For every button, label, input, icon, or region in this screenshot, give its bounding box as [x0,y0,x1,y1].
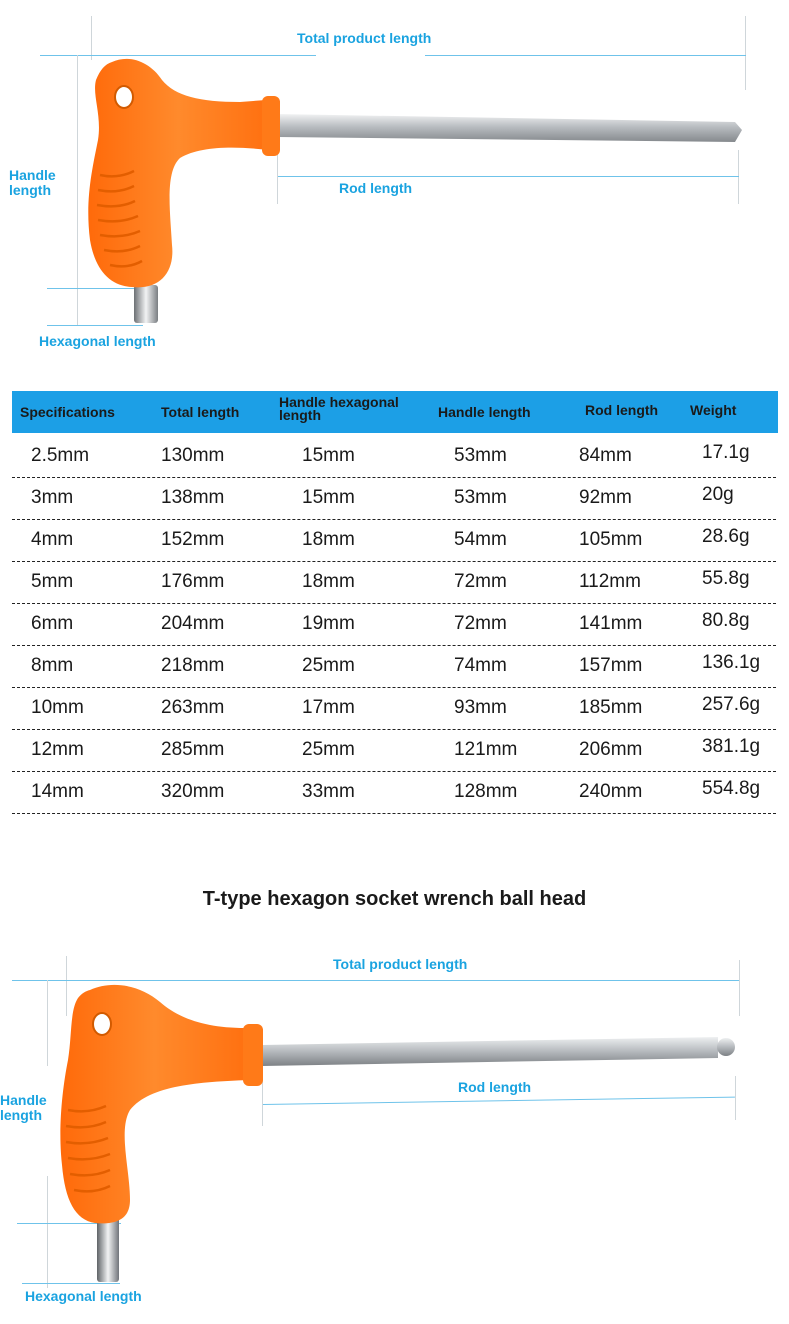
cell-weight: 257.6g [702,694,761,715]
total-product-length-label: Total product length [333,956,468,972]
cell-weight: 554.8g [702,778,761,799]
table-row [12,435,778,475]
hanging-hole [115,86,133,108]
cell-hex: 25mm [302,655,355,676]
cell-spec: 4mm [31,529,74,550]
cell-rod: 105mm [579,529,643,550]
cell-spec: 8mm [31,655,74,676]
header-handle-hexagonal-length [279,396,399,422]
rod [278,114,742,142]
cell-weight: 28.6g [702,526,750,547]
row-divider [12,813,776,814]
cell-spec: 3mm [31,487,74,508]
handle-length-label-line2: length [0,1107,42,1123]
handle-collar [243,1024,263,1086]
cell-handle: 121mm [454,739,518,760]
hex-tip [134,285,158,323]
cell-total: 320mm [161,781,225,802]
handle-length-label-line1: Handle [9,167,56,183]
bottom-wrench-illustration [0,940,789,1324]
header-rod-length: Rod length [585,402,659,418]
orange-handle [60,985,248,1223]
table-row [12,561,778,601]
spec-table [12,391,778,802]
table-row [12,771,778,811]
cell-handle: 74mm [454,655,507,676]
rod-length-label: Rod length [339,180,413,196]
cell-spec: 6mm [31,613,74,634]
cell-weight: 381.1g [702,736,761,757]
cell-rod: 240mm [579,781,643,802]
table-row [12,645,778,685]
handle-length-label-line2: length [9,182,51,198]
table-row [12,519,778,559]
total-product-length-label: Total product length [297,30,432,46]
cell-total: 152mm [161,529,225,550]
cell-rod: 185mm [579,697,643,718]
hexagonal-length-label: Hexagonal length [39,333,156,349]
bottom-wrench-diagram [0,940,789,1324]
cell-handle: 53mm [454,487,507,508]
cell-rod: 92mm [579,487,632,508]
cell-total: 204mm [161,613,225,634]
cell-rod: 206mm [579,739,643,760]
cell-hex: 15mm [302,487,355,508]
section-title: T-type hexagon socket wrench ball head [202,888,587,910]
cell-spec: 14mm [31,781,84,802]
hex-tip [97,1216,119,1282]
cell-total: 285mm [161,739,225,760]
cell-handle: 72mm [454,571,507,592]
cell-rod: 112mm [579,571,641,592]
rod-length-label: Rod length [458,1079,532,1095]
cell-spec: 5mm [31,571,74,592]
handle-collar [262,96,280,156]
cell-weight: 20g [702,484,734,505]
cell-hex: 25mm [302,739,355,760]
header-total-length: Total length [161,404,240,420]
cell-hex: 18mm [302,529,355,550]
handle-length-label-line1: Handle [0,1092,47,1108]
cell-weight: 136.1g [702,652,761,673]
rod [262,1037,718,1066]
hanging-hole [93,1013,111,1035]
cell-total: 138mm [161,487,225,508]
handle-length-label [9,168,56,198]
cell-spec: 2.5mm [31,445,90,466]
header-specifications: Specifications [20,404,115,420]
cell-weight: 17.1g [702,442,750,463]
cell-hex: 19mm [302,613,355,634]
top-wrench-diagram [0,0,789,370]
cell-handle: 93mm [454,697,507,718]
cell-hex: 17mm [302,697,355,718]
cell-handle: 53mm [454,445,507,466]
header-handle-length: Handle length [438,404,531,420]
cell-weight: 55.8g [702,568,750,589]
cell-total: 176mm [161,571,225,592]
cell-weight: 80.8g [702,610,750,631]
cell-spec: 12mm [31,739,84,760]
handle-length-label [0,1093,47,1123]
cell-rod: 84mm [579,445,632,466]
table-row [12,603,778,643]
cell-handle: 128mm [454,781,518,802]
table-header [12,391,778,433]
cell-handle: 54mm [454,529,507,550]
cell-hex: 33mm [302,781,355,802]
ball-head [717,1038,735,1056]
cell-handle: 72mm [454,613,507,634]
cell-total: 263mm [161,697,225,718]
table-row [12,477,778,517]
cell-total: 218mm [161,655,225,676]
cell-spec: 10mm [31,697,84,718]
cell-total: 130mm [161,445,225,466]
table-row [12,687,778,727]
header-handle-hexagonal-line1: Handle hexagonal [279,394,399,410]
hexagonal-length-label: Hexagonal length [25,1288,142,1304]
cell-rod: 141mm [579,613,643,634]
cell-hex: 18mm [302,571,355,592]
header-weight: Weight [690,402,737,418]
header-handle-hexagonal-line2: length [279,407,321,423]
table-row [12,729,778,769]
cell-hex: 15mm [302,445,355,466]
cell-rod: 157mm [579,655,643,676]
